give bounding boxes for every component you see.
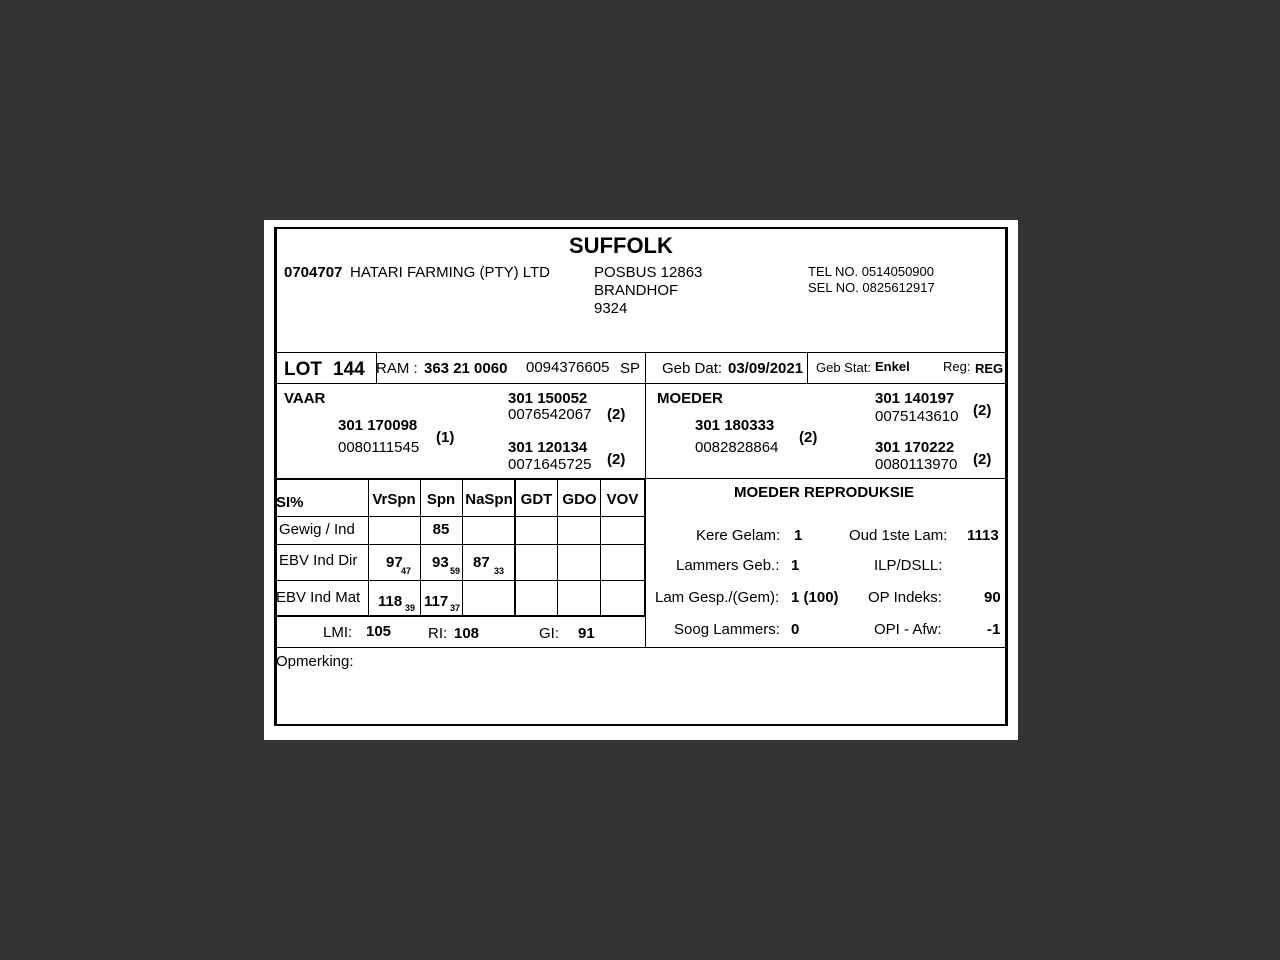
vaar-dam-id: 301 120134	[508, 439, 588, 456]
lot-label: LOT	[284, 359, 322, 380]
op-indeks-value: 90	[984, 589, 1001, 606]
vaar-sire-code: (2)	[607, 406, 626, 423]
vaar-sire-number: 0076542067	[508, 406, 592, 423]
owner-name: HATARI FARMING (PTY) LTD	[350, 264, 551, 281]
geb-dat-label: Geb Dat:	[662, 360, 723, 377]
moeder-dam-code: (2)	[973, 451, 992, 468]
ebv-dir-spn: 93	[432, 554, 449, 571]
moeder-dam-number: 0080113970	[875, 456, 958, 473]
vaar-dam-number: 0071645725	[508, 456, 592, 473]
divider-lot-row	[276, 383, 1006, 384]
header-gdo: GDO	[562, 491, 597, 508]
row-ebv-dir-label: EBV Ind Dir	[279, 552, 358, 569]
breed-title: SUFFOLK	[569, 233, 673, 258]
lammers-geb-label: Lammers Geb.:	[676, 557, 780, 574]
sel-number: SEL NO. 0825612917	[808, 280, 935, 295]
lam-gesp-value: 1 (100)	[791, 589, 839, 606]
grid-line-1	[276, 516, 646, 517]
moeder-id: 301 180333	[695, 417, 775, 434]
ram-id: 363 21 0060	[424, 360, 508, 377]
opi-value: -1	[987, 621, 1001, 638]
grid-bottom-border	[276, 615, 646, 617]
lmi-label: LMI:	[323, 624, 353, 641]
header-si: SI%	[276, 494, 304, 511]
reg-value: REG	[975, 361, 1004, 376]
address-line-2: BRANDHOF	[594, 282, 679, 299]
ebv-mat-vrspn-acc: 39	[405, 603, 416, 613]
owner-code: 0704707	[284, 264, 343, 281]
ebv-dir-vrspn-acc: 47	[401, 566, 412, 576]
address-line-1: POSBUS 12863	[594, 264, 703, 281]
ebv-dir-naspn: 87	[473, 554, 490, 571]
opi-label: OPI - Afw:	[874, 621, 942, 638]
geb-stat-value: Enkel	[875, 359, 910, 374]
header-vov: VOV	[606, 491, 639, 508]
moeder-sire-number: 0075143610	[875, 408, 959, 425]
lammers-geb-value: 1	[791, 557, 800, 574]
ri-label: RI:	[428, 625, 448, 642]
divider-gebdat	[807, 352, 808, 383]
divider-remarks	[276, 647, 1006, 648]
sp-code: SP	[620, 360, 641, 377]
op-indeks-label: OP Indeks:	[868, 589, 942, 606]
vaar-code: (1)	[436, 429, 455, 446]
soog-label: Soog Lammers:	[674, 621, 780, 638]
ebv-mat-spn: 117	[424, 593, 449, 610]
header-vrspn: VrSpn	[372, 491, 416, 508]
header-spn: Spn	[426, 491, 456, 508]
moeder-number: 0082828864	[695, 439, 779, 456]
moeder-dam-id: 301 170222	[875, 439, 955, 456]
lot-card	[274, 227, 1008, 726]
lmi-value: 105	[366, 623, 392, 640]
divider-indexes	[645, 617, 646, 647]
ram-label: RAM :	[376, 360, 418, 377]
grid-line-2	[276, 544, 646, 545]
kere-gelam-label: Kere Gelam:	[696, 527, 781, 544]
ebv-mat-spn-acc: 37	[450, 603, 461, 613]
kere-gelam-value: 1	[794, 527, 803, 544]
ri-value: 108	[454, 625, 480, 642]
moeder-sire-code: (2)	[973, 402, 992, 419]
vaar-id: 301 170098	[338, 417, 418, 434]
ebv-mat-vrspn: 118	[378, 593, 403, 610]
vaar-label: VAAR	[284, 390, 326, 407]
gewig-spn: 85	[432, 521, 450, 538]
moeder-code: (2)	[799, 429, 818, 446]
oud-lam-label: Oud 1ste Lam:	[849, 527, 948, 544]
reg-label: Reg:	[943, 359, 971, 374]
ebv-dir-spn-acc: 59	[450, 566, 461, 576]
moeder-label: MOEDER	[657, 390, 723, 407]
gi-label: GI:	[539, 625, 560, 642]
row-ebv-mat-label: EBV Ind Mat	[276, 589, 361, 606]
grid-line-3	[276, 580, 646, 581]
ebv-dir-naspn-acc: 33	[494, 566, 505, 576]
soog-value: 0	[791, 621, 800, 638]
geb-stat-label: Geb Stat:	[816, 360, 871, 375]
header-gdt: GDT	[520, 491, 553, 508]
address-line-3: 9324	[594, 300, 628, 317]
ebv-dir-vrspn: 97	[386, 554, 403, 571]
geb-dat-value: 03/09/2021	[728, 360, 804, 377]
lam-gesp-label: Lam Gesp./(Gem):	[655, 589, 780, 606]
gi-value: 91	[578, 625, 595, 642]
divider-pedigree-bottom	[646, 478, 1006, 479]
ram-reg-number: 0094376605	[526, 359, 610, 376]
grid-top-border	[276, 478, 646, 480]
ilp-label: ILP/DSLL:	[874, 557, 943, 574]
tel-number: TEL NO. 0514050900	[808, 264, 934, 279]
vaar-sire-id: 301 150052	[508, 390, 588, 407]
row-gewig-label: Gewig / Ind	[279, 521, 355, 538]
moeder-sire-id: 301 140197	[875, 390, 955, 407]
vaar-dam-code: (2)	[607, 451, 626, 468]
lot-number: 144	[333, 359, 365, 380]
remarks-label: Opmerking:	[276, 653, 354, 670]
grid-right-border	[644, 478, 646, 617]
reproduction-title: MOEDER REPRODUKSIE	[734, 484, 915, 501]
vaar-number: 0080111545	[338, 439, 420, 456]
divider-pedigree	[645, 383, 646, 478]
header-naspn: NaSpn	[465, 491, 513, 508]
oud-lam-value: 1113	[967, 527, 999, 544]
divider-header	[276, 352, 1006, 353]
divider-ram	[645, 352, 646, 383]
